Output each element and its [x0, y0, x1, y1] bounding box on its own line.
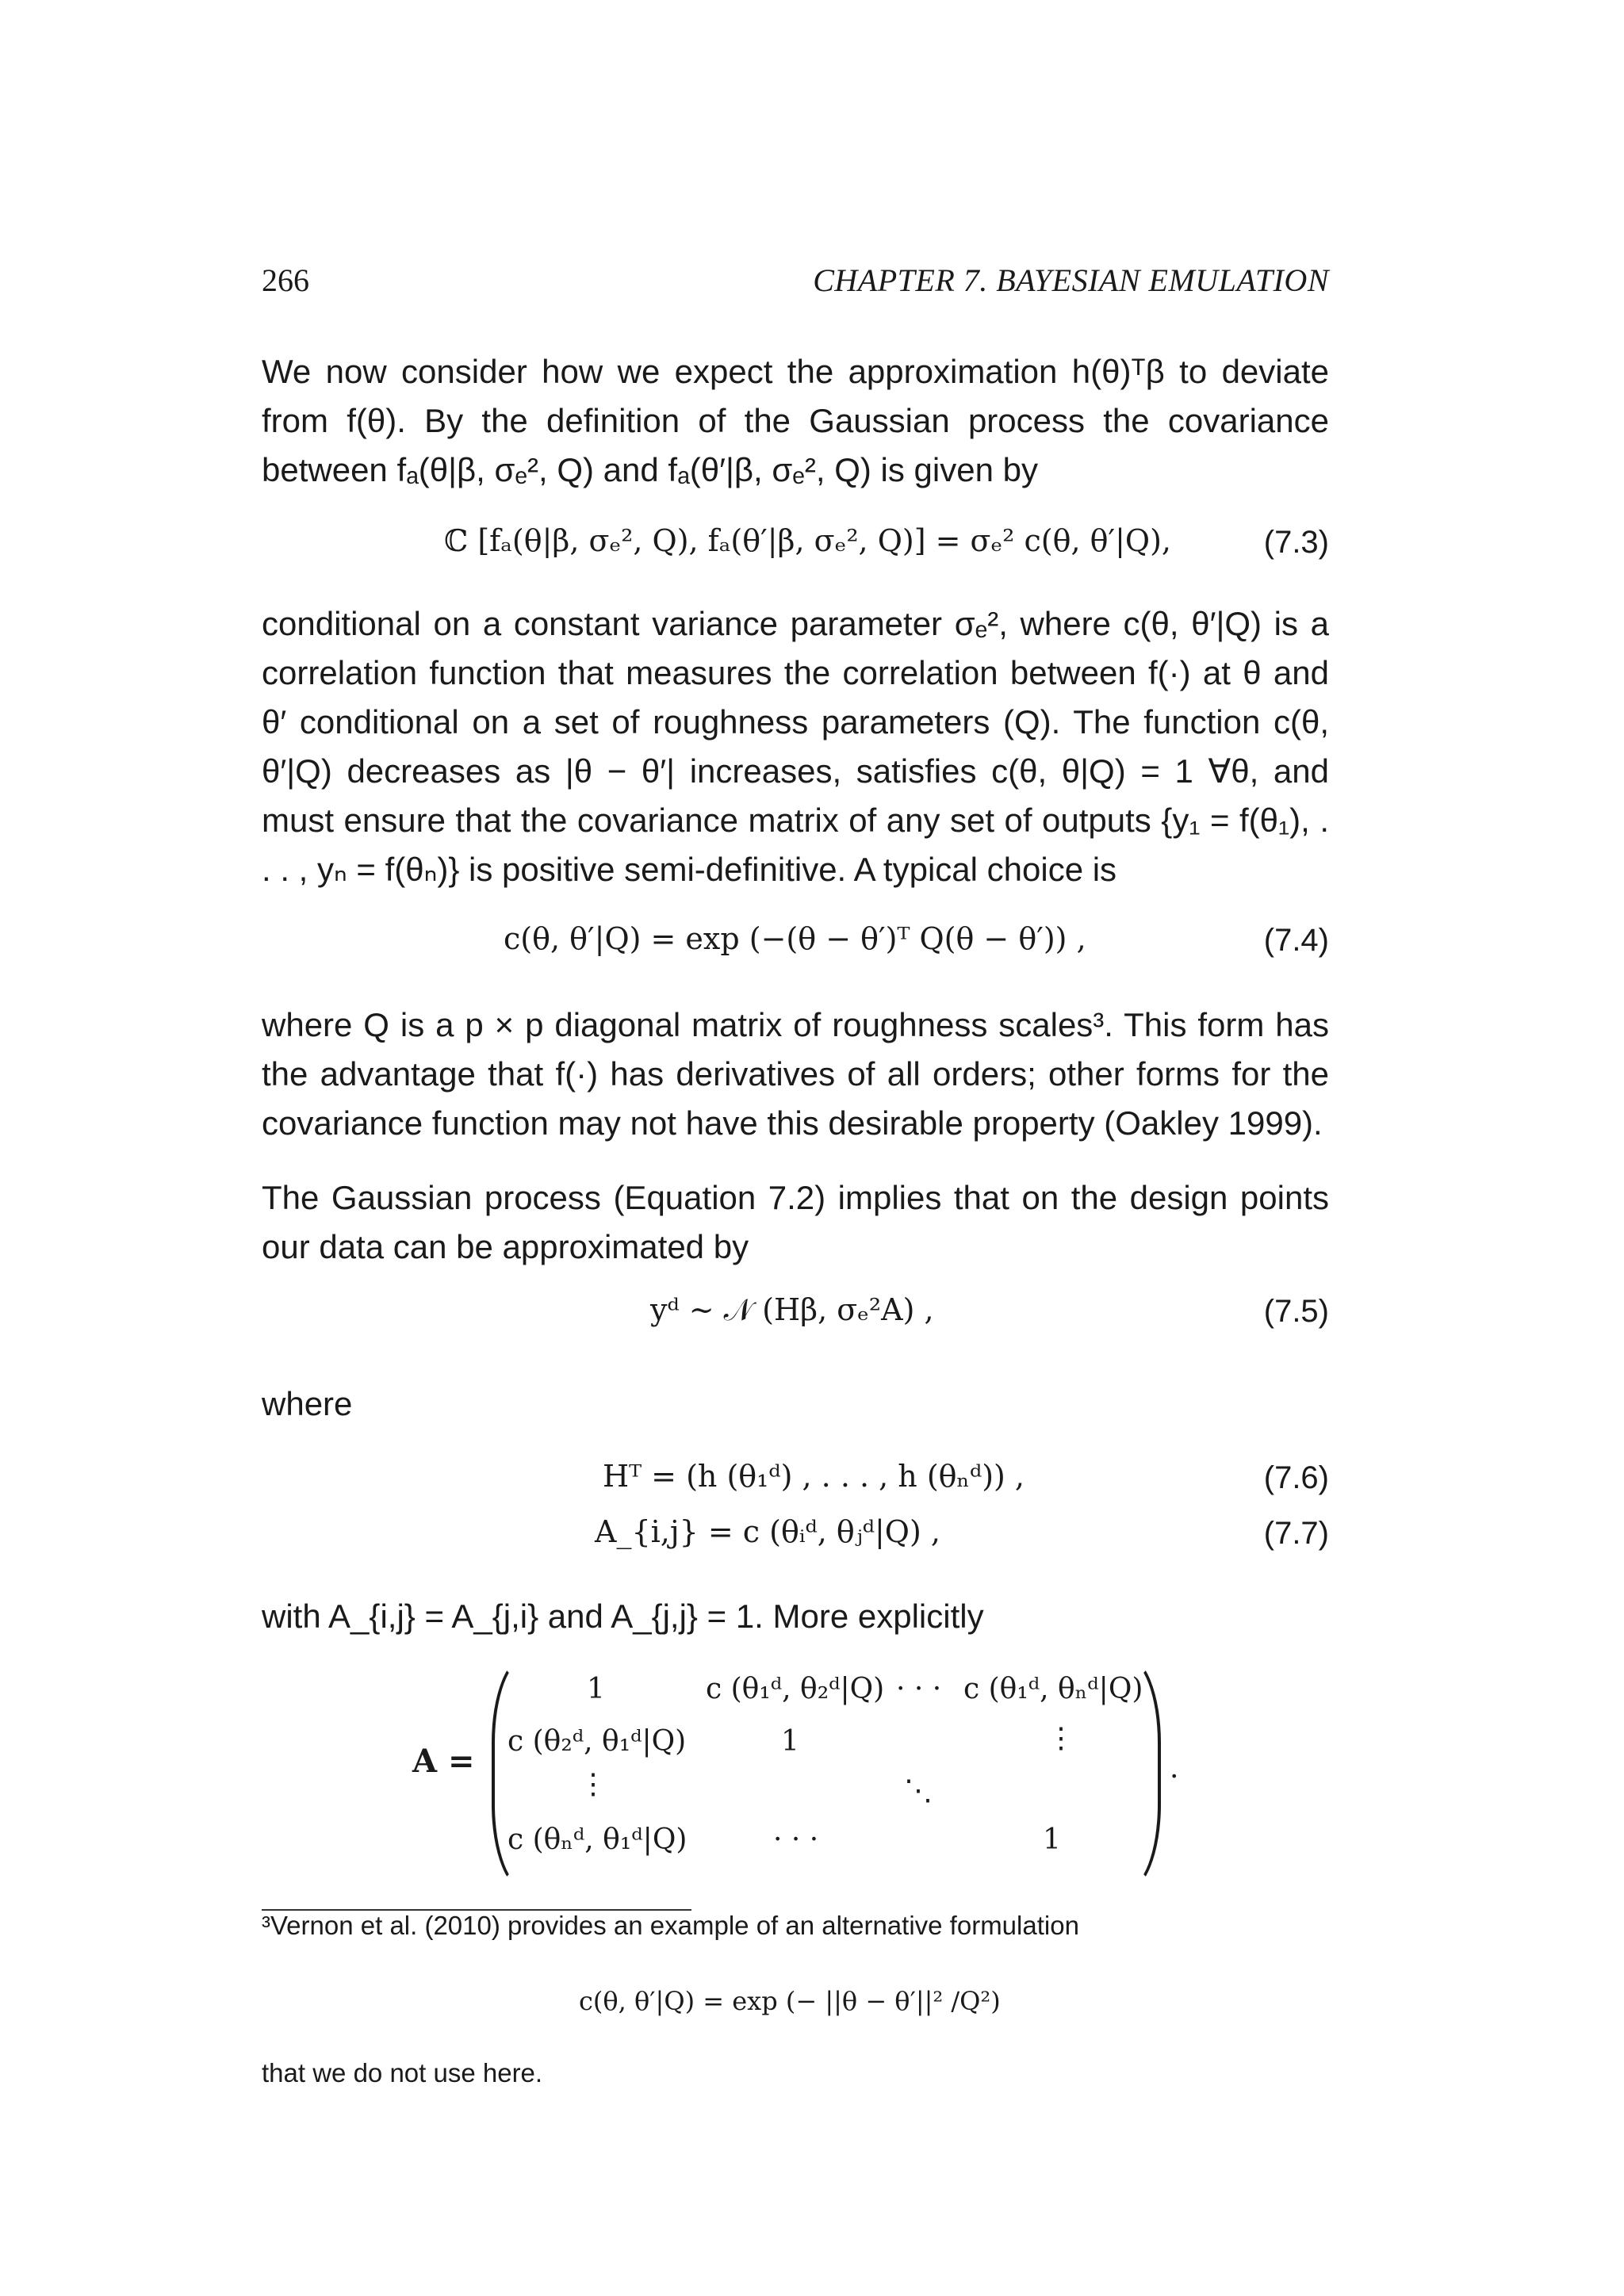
matrix-cell: · · ·	[896, 1673, 942, 1705]
equation-number-7-6: (7.6)	[1263, 1460, 1329, 1495]
matrix-cell: c (θ₂ᵈ, θ₁ᵈ|Q)	[508, 1725, 687, 1758]
left-paren	[492, 1655, 527, 1892]
matrix-cell: 1	[781, 1725, 799, 1758]
paragraph-1: We now consider how we expect the approximation h(θ)ᵀβ to deviate from f(θ). By the definition of the Gaussian process the covariance between fₐ(θ|β, σₑ², Q) and fₐ(θ′|β, σₑ², Q) is given by	[262, 353, 1329, 488]
matrix-cell: 1	[1043, 1823, 1061, 1856]
equation-7-5: yᵈ ∼ 𝒩 (Hβ, σₑ²A) ,	[650, 1292, 934, 1327]
running-head: CHAPTER 7. BAYESIAN EMULATION	[813, 262, 1329, 298]
paragraph-3: where Q is a p × p diagonal matrix of roughness scales³. This form has the advantage that f(·) has derivatives of all orders; other forms for the covariance function may not have this desirable property (Oakley 1999).	[262, 1006, 1329, 1142]
equation-number-7-5: (7.5)	[1263, 1294, 1329, 1329]
equation-7-6: Hᵀ = (h (θ₁ᵈ) , . . . , h (θₙᵈ)) ,	[603, 1459, 1025, 1494]
matrix-cell: · · ·	[773, 1823, 819, 1856]
matrix-cell: c (θ₁ᵈ, θ₂ᵈ|Q)	[706, 1673, 885, 1705]
page-header	[262, 262, 1329, 301]
equation-7-4: c(θ, θ′|Q) = exp (−(θ − θ′)ᵀ Q(θ − θ′)) ,	[504, 921, 1086, 956]
equation-7-7: A_{i,j} = c (θᵢᵈ, θⱼᵈ|Q) ,	[595, 1514, 940, 1549]
matrix-cell: c (θ₁ᵈ, θₙᵈ|Q)	[963, 1673, 1143, 1705]
equation-number-7-7: (7.7)	[1263, 1516, 1329, 1551]
paragraph-5: where	[262, 1385, 353, 1422]
matrix-cell: ⋮	[1047, 1722, 1075, 1755]
equation-number-7-3: (7.3)	[1263, 525, 1329, 560]
equation-number-7-4: (7.4)	[1263, 923, 1329, 958]
matrix-lhs: A =	[412, 1743, 475, 1780]
paragraph-2: conditional on a constant variance parameter σₑ², where c(θ, θ′|Q) is a correlation function that measures the correlation between f(·) at θ and θ′ conditional on a set of roughness parameters (Q). The function c(θ, θ′|Q) decreases as |θ − θ′| increases, satisfies c(θ, θ|Q) = 1 ∀θ, and must ensure that the covariance matrix of any set of outputs {y₁ = f(θ₁), . . . , yₙ = f(θₙ)} is positive semi-definitive. A typical choice is	[262, 605, 1329, 888]
matrix-period: .	[1170, 1752, 1179, 1785]
matrix-cell: ⋱	[904, 1774, 933, 1807]
footnote-equation: c(θ, θ′|Q) = exp (− ||θ − θ′||² /Q²)	[579, 1986, 1001, 2016]
matrix-cell: 1	[587, 1673, 605, 1705]
matrix-a	[412, 1655, 1166, 1885]
paragraph-4: The Gaussian process (Equation 7.2) implies that on the design points our data can be approximated by	[262, 1179, 1329, 1265]
footnote-tail: that we do not use here.	[262, 2058, 543, 2087]
matrix-cell: c (θₙᵈ, θ₁ᵈ|Q)	[508, 1823, 688, 1856]
footnote-text: ³Vernon et al. (2010) provides an example of an alternative formulation	[262, 1911, 1079, 1940]
equation-7-3: ℂ [fₐ(θ|β, σₑ², Q), fₐ(θ′|β, σₑ², Q)] = σₑ² c(θ, θ′|Q),	[444, 523, 1171, 558]
matrix-cell: ⋮	[579, 1768, 607, 1800]
paragraph-6: with A_{i,j} = A_{j,i} and A_{j,j} = 1. More explicitly	[262, 1598, 984, 1635]
page-number: 266	[262, 262, 309, 298]
